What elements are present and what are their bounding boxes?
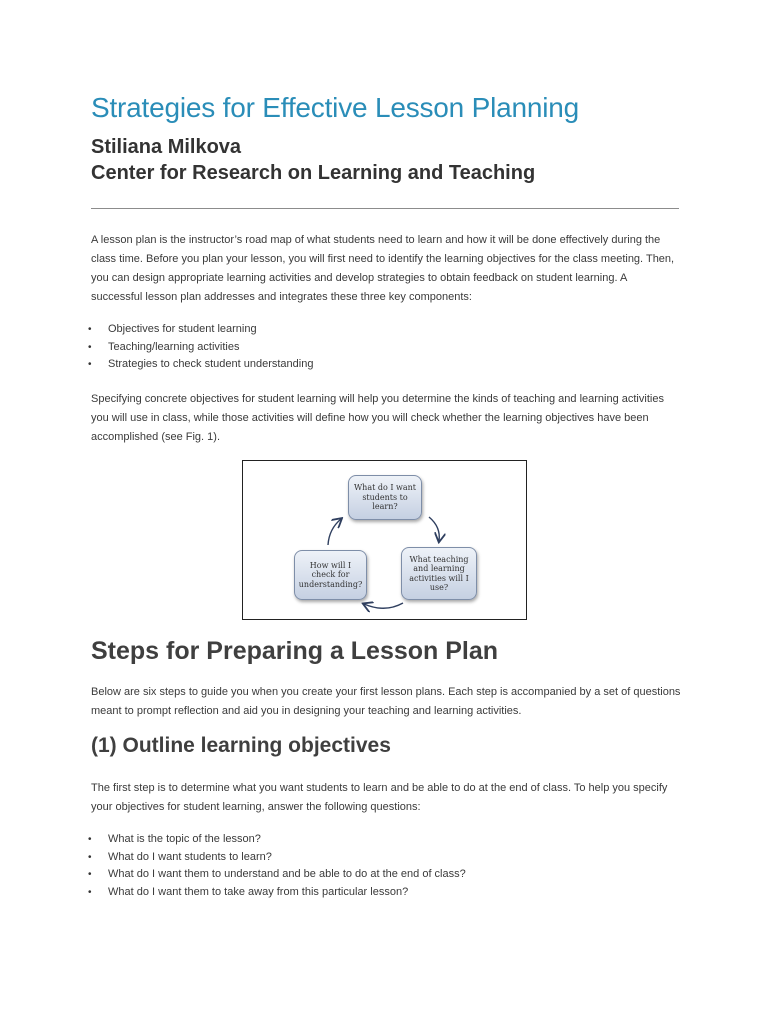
bullet-icon: •: [88, 324, 92, 335]
lesson-cycle-figure: [242, 460, 527, 620]
components-list: [88, 321, 681, 374]
bullet-icon: •: [88, 886, 92, 898]
cycle-box-assessment: How will I check for understanding?: [294, 550, 367, 600]
questions-list: [88, 831, 681, 901]
horizontal-divider: [91, 208, 679, 209]
list-item: • Teaching/learning activities: [91, 339, 681, 357]
intro-paragraph: A lesson plan is the instructor’s road map of what students need to learn and how it will be done effectively during the class time. Before you plan your lesson, you will first need to identify the learning objectives for the class meeting. Then, you can design appropriate learning activities and develop strategies to obtain feedback on student learning. A successful lesson plan addresses and integrates these three key components:: [91, 234, 675, 303]
cycle-box-learning-goals: What do I want students to learn?: [348, 475, 422, 520]
outline-paragraph: The first step is to determine what you want students to learn and be able to do at the end of class. To help you specify your objectives for student learning, answer the following questions:: [91, 782, 668, 813]
list-item: • What do I want students to learn?: [91, 849, 681, 867]
arrow-left-to-top: [328, 519, 341, 545]
specifying-paragraph: Specifying concrete objectives for student learning will help you determine the kinds of teaching and learning activities you will use in class, while those activities will define how you will check whether the learning objectives have been accomplished (see Fig. 1).: [91, 393, 664, 443]
list-item: • What do I want them to take away from this particular lesson?: [91, 884, 681, 902]
steps-heading: Steps for Preparing a Lesson Plan: [91, 637, 499, 665]
bullet-icon: •: [88, 341, 92, 353]
list-item: • Objectives for student learning: [91, 321, 681, 339]
arrow-top-to-right: [429, 517, 439, 541]
list-item: • What do I want them to understand and be able to do at the end of class?: [91, 866, 681, 884]
list-item: • What is the topic of the lesson?: [91, 831, 681, 849]
list-item: • Strategies to check student understanding: [91, 356, 681, 374]
bullet-icon: •: [88, 359, 92, 370]
steps-paragraph: Below are six steps to guide you when you create your first lesson plans. Each step is accompanied by a set of questions meant to prompt reflection and aid you in designing your teaching and learning activities.: [91, 686, 681, 717]
author-affiliation: Center for Research on Learning and Teaching: [91, 162, 536, 184]
arrow-right-to-left: [364, 603, 403, 608]
bullet-icon: •: [88, 851, 92, 863]
bullet-icon: •: [88, 834, 92, 845]
outline-objectives-heading: (1) Outline learning objectives: [91, 734, 391, 757]
bullet-icon: •: [88, 869, 92, 880]
cycle-box-activities: What teaching and learning activities will I use?: [401, 547, 477, 600]
document-title: Strategies for Effective Lesson Planning: [91, 92, 580, 123]
author-name: Stiliana Milkova: [91, 136, 242, 158]
